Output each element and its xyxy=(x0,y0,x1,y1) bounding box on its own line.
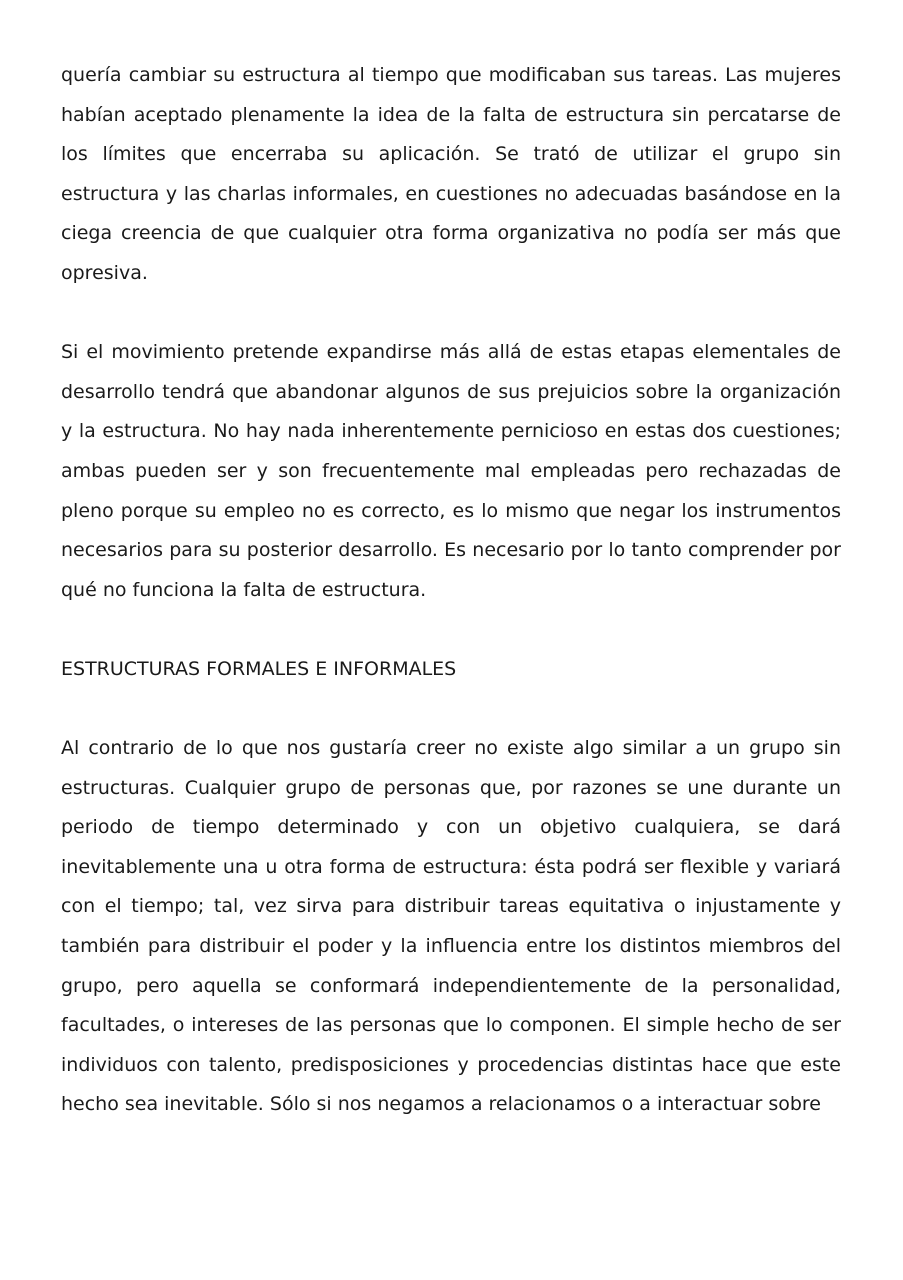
section-heading: ESTRUCTURAS FORMALES E INFORMALES xyxy=(61,657,457,680)
document-page xyxy=(61,56,841,1165)
paragraph-3: Al contrario de lo que nos gustaría creer no existe algo similar a un grupo sin estructuras. Cualquier grupo de personas que, por razones se une durante un periodo de tiempo determinado y con un objetivo cualquiera, se dará inevitablemente una u otra forma de estructura: ésta podrá ser flexible y variará con el tiempo; tal, vez sirva para distribuir tareas equitativa o injustamente y también para distribuir el poder y la influencia entre los distintos miembros del grupo, pero aquella se conformará independientemente de la personalidad, facultades, o intereses de las personas que lo componen. El simple hecho de ser individuos con talento, predisposiciones y procedencias distintas hace que este hecho sea inevitable. Sólo si nos negamos a relacionamos o a interactuar sobre xyxy=(61,737,841,1116)
paragraph-2: Si el movimiento pretende expandirse más allá de estas etapas elementales de desarrollo tendrá que abandonar algunos de sus prejuicios sobre la organización y la estructura. No hay nada inherentemente pernicioso en estas dos cuestiones; ambas pueden ser y son frecuentemente mal empleadas pero rechazadas de pleno porque su empleo no es correcto, es lo mismo que negar los instrumentos necesarios para su posterior desarrollo. Es necesario por lo tanto comprender por qué no funciona la falta de estructura. xyxy=(61,341,841,601)
paragraph-1: quería cambiar su estructura al tiempo que modificaban sus tareas. Las mujeres habían aceptado plenamente la idea de la falta de estructura sin percatarse de los límites que encerraba su aplicación. Se trató de utilizar el grupo sin estructura y las charlas informales, en cuestiones no adecuadas basándose en la ciega creencia de que cualquier otra forma organizativa no podía ser más que opresiva. xyxy=(61,64,841,284)
